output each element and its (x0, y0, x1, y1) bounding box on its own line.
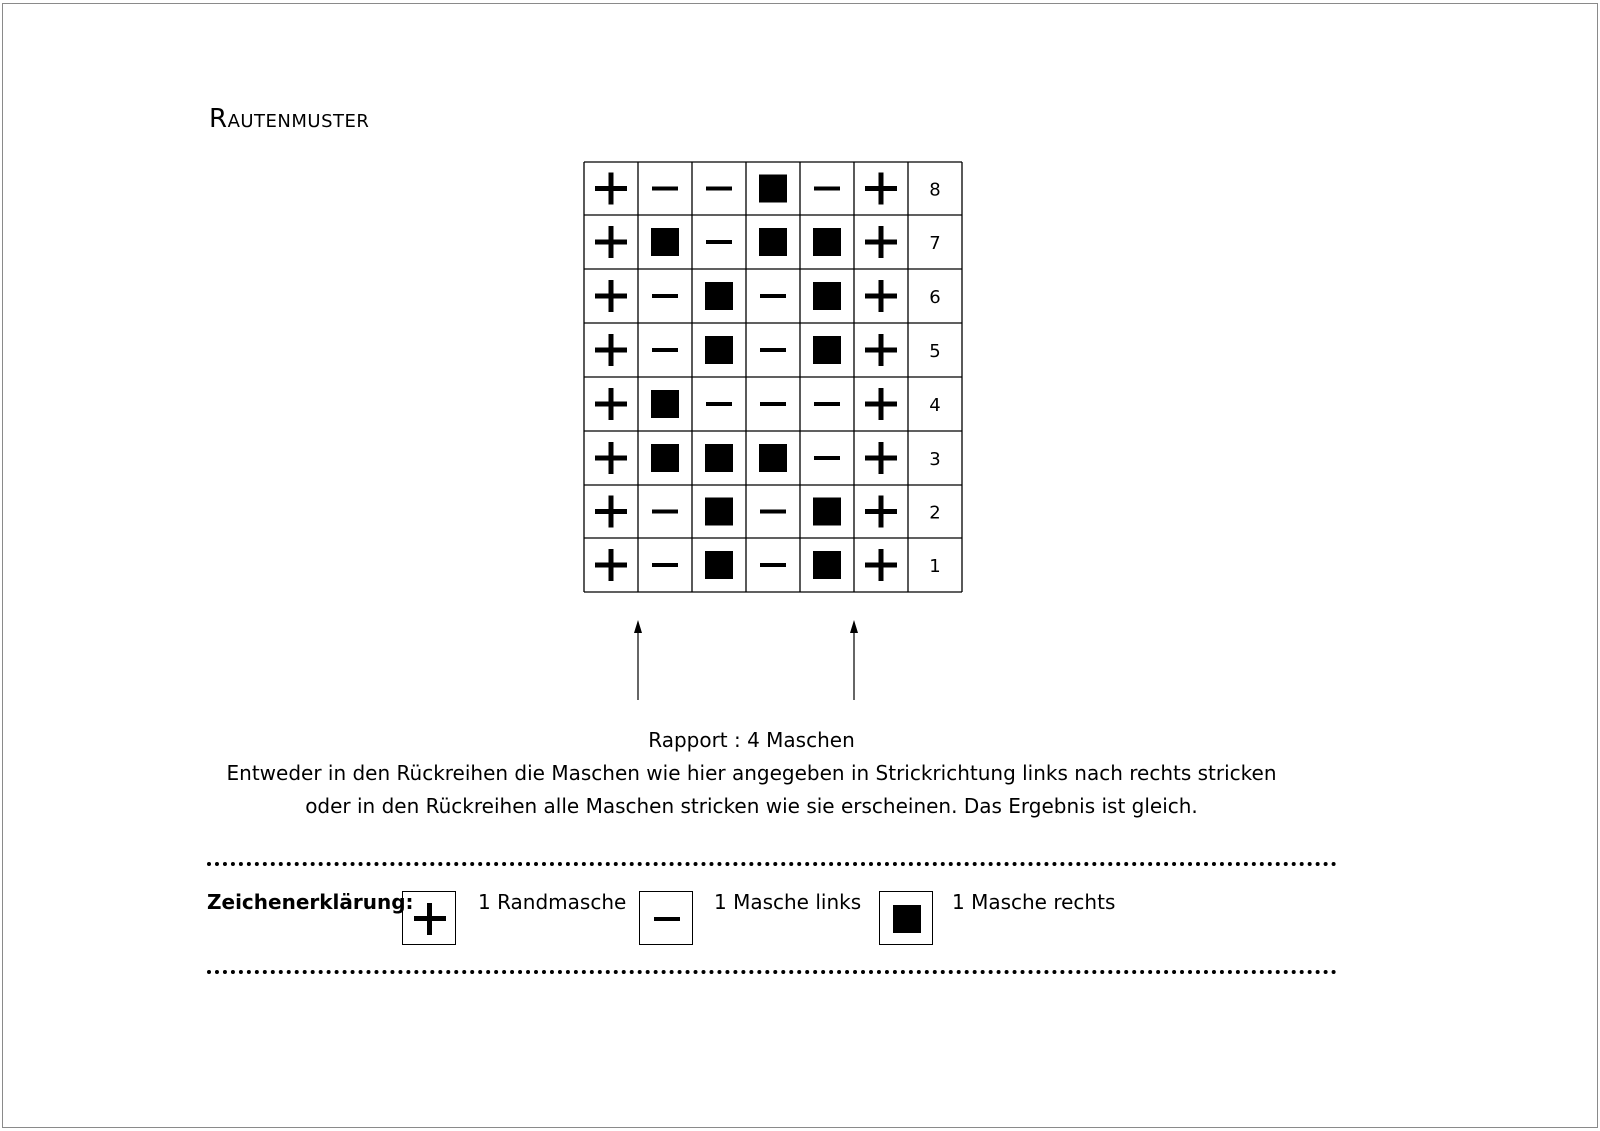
row-number-label: 3 (929, 449, 941, 470)
repeat-arrow-head (634, 620, 642, 633)
plus-icon (865, 226, 897, 258)
row-number-label: 5 (929, 341, 941, 362)
legend-plus-box (402, 891, 456, 945)
minus-icon (652, 563, 678, 567)
row-number-label: 7 (929, 233, 941, 254)
minus-icon (814, 402, 840, 406)
filled-square-icon (651, 444, 679, 472)
plus-icon (595, 388, 627, 420)
minus-icon (814, 456, 840, 460)
plus-icon (595, 173, 627, 205)
divider-top (207, 862, 1337, 866)
legend-edge-stitch-text: 1 Randmasche (478, 890, 627, 914)
minus-icon (706, 402, 732, 406)
minus-icon (652, 294, 678, 298)
minus-icon (760, 348, 786, 352)
row-number-label: 4 (929, 395, 941, 416)
legend-minus-box (639, 891, 693, 945)
plus-icon (595, 334, 627, 366)
filled-square-icon (813, 228, 841, 256)
row-number-label: 1 (929, 556, 941, 577)
legend-purl-text: 1 Masche links (714, 890, 862, 914)
legend-label: Zeichenerklärung: (207, 890, 414, 914)
filled-square-icon (759, 175, 787, 203)
minus-icon (652, 510, 678, 514)
minus-icon (760, 510, 786, 514)
row-number-label: 8 (929, 179, 941, 201)
filled-square-icon (759, 444, 787, 472)
minus-icon (760, 294, 786, 298)
repeat-arrow-head (850, 620, 858, 633)
divider-bottom (207, 970, 1337, 974)
minus-icon (760, 563, 786, 567)
filled-square-icon (759, 228, 787, 256)
filled-square-icon (705, 444, 733, 472)
instruction-line-1: Entweder in den Rückreihen die Maschen wie hier angegeben in Strickrichtung links nach rechts stricken (226, 761, 1277, 785)
minus-icon (706, 187, 732, 191)
filled-square-icon (813, 551, 841, 579)
filled-square-icon (705, 336, 733, 364)
plus-icon (865, 173, 897, 205)
minus-icon (760, 402, 786, 406)
filled-square-icon (705, 498, 733, 526)
filled-square-icon (813, 282, 841, 310)
legend-square-box (879, 891, 933, 945)
minus-icon (652, 187, 678, 191)
plus-icon (595, 442, 627, 474)
plus-icon (595, 280, 627, 312)
plus-icon (865, 549, 897, 581)
filled-square-icon (651, 228, 679, 256)
row-number-label: 2 (929, 502, 941, 524)
legend-knit-text: 1 Masche rechts (952, 890, 1116, 914)
minus-icon (652, 348, 678, 352)
plus-icon (595, 496, 627, 528)
filled-square-icon (651, 390, 679, 418)
plus-icon (595, 226, 627, 258)
plus-icon (865, 442, 897, 474)
filled-square-icon (813, 336, 841, 364)
instruction-line-2: oder in den Rückreihen alle Maschen stricken wie sie erscheinen. Das Ergebnis ist gleich. (305, 794, 1198, 818)
minus-icon (814, 187, 840, 191)
plus-icon (865, 496, 897, 528)
plus-icon (865, 280, 897, 312)
rapport-text: Rapport : 4 Maschen (648, 728, 855, 752)
plus-icon (865, 334, 897, 366)
chart-notes (0, 724, 1503, 823)
page-title: Rautenmuster (209, 104, 370, 134)
filled-square-icon (893, 905, 921, 933)
plus-icon (595, 549, 627, 581)
filled-square-icon (813, 498, 841, 526)
filled-square-icon (705, 282, 733, 310)
minus-icon (706, 240, 732, 244)
row-number-label: 6 (929, 287, 941, 308)
plus-icon (865, 388, 897, 420)
minus-icon (654, 917, 680, 921)
filled-square-icon (705, 551, 733, 579)
